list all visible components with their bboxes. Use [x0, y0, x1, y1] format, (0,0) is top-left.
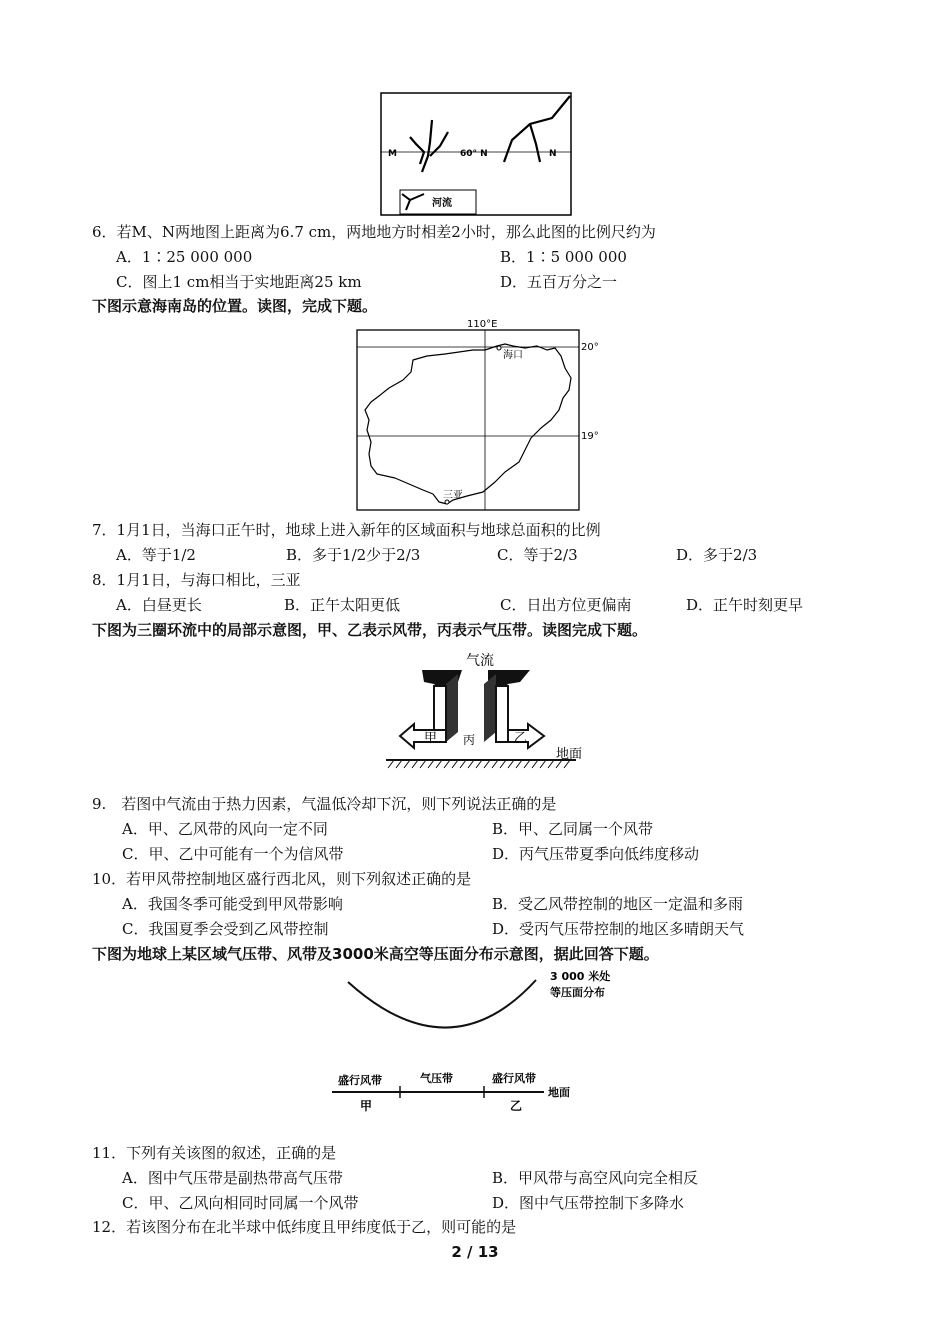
label-110e: 110°E	[467, 319, 498, 330]
label-m: M	[388, 149, 397, 159]
label-wind-left: 盛行风带	[338, 1074, 382, 1087]
label-yi: 乙	[510, 1099, 523, 1113]
question-6-option-c: C．图上1 cm相当于实地距离25 km	[116, 273, 362, 291]
label-isobar-line2: 等压面分布	[550, 986, 605, 999]
question-7-option-c: C．等于2/3	[497, 546, 578, 564]
question-8-option-c: C．日出方位更偏南	[500, 596, 632, 614]
legend-label: 河流	[432, 198, 452, 209]
question-9-option-a: A．甲、乙风带的风向一定不同	[122, 820, 328, 838]
map-frame	[357, 330, 579, 510]
question-11-option-b: B．甲风带与高空风向完全相反	[492, 1169, 699, 1187]
question-6-stem: 6．若M、N两地图上距离为6.7 cm，两地地方时相差2小时，那么此图的比例尺约为	[92, 223, 656, 241]
question-6-option-d: D．五百万分之一	[500, 273, 618, 291]
question-10-option-d: D．受丙气压带控制的地区多晴朗天气	[492, 920, 745, 938]
label-n: N	[549, 149, 557, 159]
question-10-option-b: B．受乙风带控制的地区一定温和多雨	[492, 895, 744, 913]
label-pressure-belt: 气压带	[420, 1072, 453, 1085]
label-wind-right: 盛行风带	[492, 1072, 536, 1085]
label-19-degrees: 19°	[581, 431, 599, 442]
question-6-option-b: B．1∶5 000 000	[500, 248, 627, 266]
question-11-option-a: A．图中气压带是副热带高气压带	[122, 1169, 343, 1187]
question-9-option-c: C．甲、乙中可能有一个为信风带	[122, 845, 344, 863]
question-9-stem: 9. 若图中气流由于热力因素，气温低冷却下沉，则下列说法正确的是	[92, 795, 557, 813]
label-latitude: 60° N	[460, 149, 488, 159]
ground-hatching	[388, 760, 570, 768]
intro-hainan: 下图示意海南岛的位置。读图，完成下题。	[92, 297, 378, 315]
question-8-option-b: B．正午太阳更低	[284, 596, 401, 614]
intro-pressure: 下图为地球上某区域气压带、风带及3000米高空等压面分布示意图，据此回答下题。	[92, 945, 659, 963]
question-10-stem: 10．若甲风带控制地区盛行西北风，则下列叙述正确的是	[92, 870, 472, 888]
airflow-right-side	[484, 674, 496, 742]
label-bing: 丙	[463, 733, 476, 747]
figure-hainan-map	[355, 316, 605, 514]
airflow-left-side	[446, 674, 458, 742]
label-sanya: 三亚	[443, 490, 463, 501]
label-ground: 地面	[556, 747, 583, 762]
question-6-option-a: A．1∶25 000 000	[116, 248, 253, 266]
isobaric-surface-curve	[348, 980, 536, 1028]
question-11-option-d: D．图中气压带控制下多降水	[492, 1194, 685, 1212]
label-yi: 乙	[514, 731, 528, 746]
question-8-stem: 8．1月1日，与海口相比，三亚	[92, 571, 301, 589]
airflow-right-column	[496, 686, 508, 742]
intro-circulation: 下图为三圈环流中的局部示意图，甲、乙表示风带，丙表示气压带。读图完成下题。	[92, 621, 648, 639]
label-isobar-line1: 3 000 米处	[550, 970, 611, 983]
page-number: 2 / 13	[451, 1243, 499, 1261]
question-8-option-a: A．白昼更长	[116, 596, 202, 614]
label-ground: 地面	[548, 1086, 570, 1099]
question-12-stem: 12．若该图分布在北半球中低纬度且甲纬度低于乙，则可能的是	[92, 1218, 517, 1236]
question-9-option-d: D．丙气压带夏季向低纬度移动	[492, 845, 700, 863]
question-8-option-d: D．正午时刻更早	[686, 596, 804, 614]
question-10-option-a: A．我国冬季可能受到甲风带影响	[122, 895, 343, 913]
label-jia: 甲	[424, 731, 438, 746]
label-airflow: 气流	[466, 653, 494, 669]
figure-pressure-belts	[330, 964, 630, 1114]
haikou-marker	[497, 346, 501, 350]
question-7-stem: 7．1月1日，当海口正午时，地球上进入新年的区域面积与地球总面积的比例	[92, 521, 601, 539]
figure-circulation	[380, 648, 590, 772]
question-9-option-b: B．甲、乙同属一个风带	[492, 820, 654, 838]
question-7-option-b: B．多于1/2少于2/3	[286, 546, 421, 564]
question-7-option-d: D．多于2/3	[676, 546, 758, 564]
label-haikou: 海口	[503, 350, 523, 361]
question-10-option-c: C．我国夏季会受到乙风带控制	[122, 920, 329, 938]
question-7-option-a: A．等于1/2	[116, 546, 196, 564]
figure-meridian-rivers	[380, 92, 572, 216]
question-11-stem: 11．下列有关该图的叙述，正确的是	[92, 1144, 337, 1162]
label-jia: 甲	[360, 1099, 373, 1113]
question-11-option-c: C．甲、乙风向相同时同属一个风带	[122, 1194, 359, 1212]
label-20-degrees: 20°	[581, 342, 599, 353]
